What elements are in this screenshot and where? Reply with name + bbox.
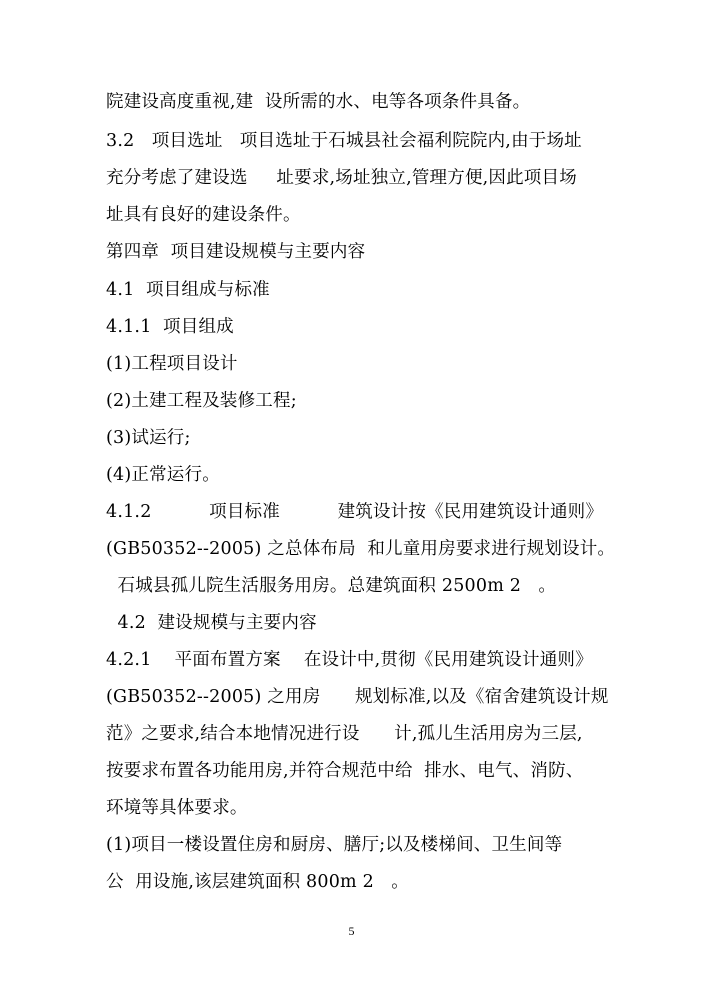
text-line: (GB50352--2005) 之总体布局 和儿童用房要求进行规划设计。	[106, 539, 616, 559]
text-line: 4.2.1 平面布置方案 在设计中,贯彻《民用建筑设计通则》	[106, 650, 593, 670]
text-line: (GB50352--2005) 之用房 规划标准,以及《宿舍建筑设计规	[106, 687, 609, 707]
text-line: 石城县孤儿院生活服务用房。总建筑面积 2500m 2 。	[106, 576, 557, 596]
list-item: (4)正常运行。	[106, 465, 220, 485]
text-line: 范》之要求,结合本地情况进行设 计,孤儿生活用房为三层,	[106, 724, 583, 744]
text-line: 充分考虑了建设选 址要求,场址独立,管理方便,因此项目场	[106, 168, 577, 188]
text-line: 院建设高度重视,建 设所需的水、电等各项条件具备。	[106, 92, 531, 112]
list-item: (1)工程项目设计	[106, 354, 238, 374]
page-number: 5	[348, 924, 355, 938]
subsection-heading: 4.1.1 项目组成	[106, 317, 234, 337]
list-item: (3)试运行;	[106, 428, 191, 448]
chapter-heading: 第四章 项目建设规模与主要内容	[106, 242, 366, 262]
list-item: (1)项目一楼设置住房和厨房、膳厅;以及楼梯间、卫生间等	[106, 835, 563, 855]
text-line: 公 用设施,该层建筑面积 800m 2 。	[106, 872, 409, 892]
text-line: 环境等具体要求。	[106, 798, 248, 818]
text-line: 址具有良好的建设条件。	[106, 205, 301, 225]
list-item: (2)土建工程及装修工程;	[106, 391, 297, 411]
text-line: 3.2 项目选址 项目选址于石城县社会福利院院内,由于场址	[106, 131, 582, 151]
section-heading: 4.2 建设规模与主要内容	[106, 613, 317, 633]
text-line: 4.1.2 项目标准 建筑设计按《民用建筑设计通则》	[106, 502, 604, 522]
text-line: 按要求布置各功能用房,并符合规范中给 排水、电气、消防、	[106, 761, 584, 781]
section-heading: 4.1 项目组成与标准	[106, 280, 270, 300]
